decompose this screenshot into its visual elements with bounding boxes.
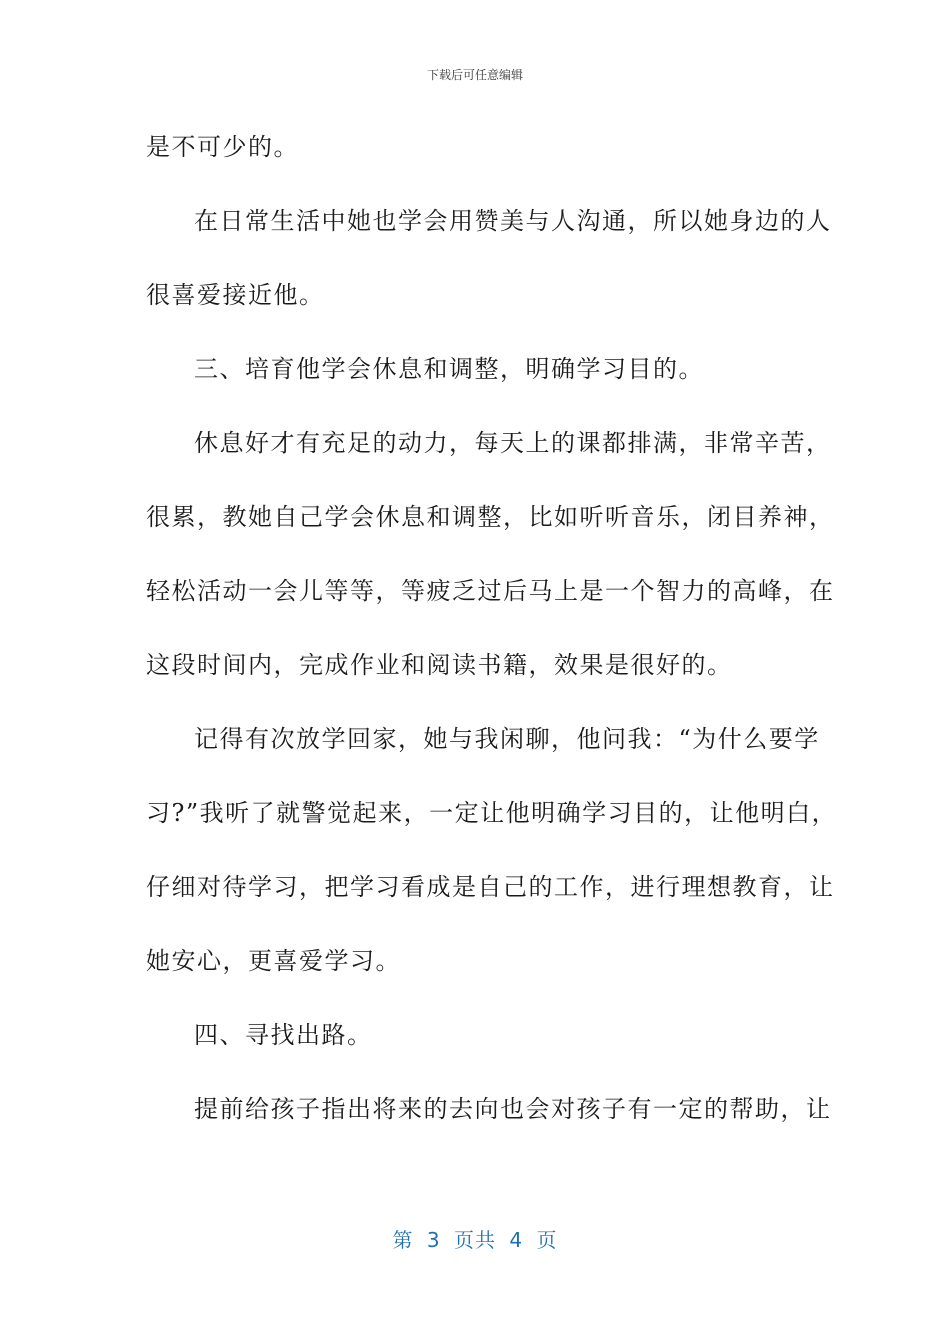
text-line-5: 休息好才有充足的动力，每天上的课都排满，非常辛苦， [194, 429, 832, 457]
text-line-11: 仔细对待学习，把学习看成是自己的工作，进行理想教育，让 [146, 873, 835, 901]
footer-middle: 页共 [454, 1228, 496, 1252]
text-line-9: 记得有次放学回家，她与我闲聊，他问我：“为什么要学 [194, 725, 820, 753]
text-line-6: 很累，教她自己学会休息和调整，比如听听音乐，闭目养神， [146, 503, 835, 531]
footer-total-pages: 4 [509, 1228, 524, 1252]
text-line-8: 这段时间内，完成作业和阅读书籍，效果是很好的。 [146, 651, 733, 679]
section-heading-3: 三、培育他学会休息和调整，明确学习目的。 [194, 355, 704, 383]
document-body [146, 110, 838, 1146]
footer-prefix: 第 [392, 1228, 414, 1252]
footer-suffix: 页 [536, 1228, 558, 1252]
text-line-2: 在日常生活中她也学会用赞美与人沟通，所以她身边的人 [194, 207, 832, 235]
page-number-footer [0, 1224, 950, 1253]
footer-current-page: 3 [426, 1228, 441, 1252]
text-line-10: 习?”我听了就警觉起来，一定让他明确学习目的，让他明白， [146, 799, 838, 827]
text-line-7: 轻松活动一会儿等等，等疲乏过后马上是一个智力的高峰，在 [146, 577, 835, 605]
section-heading-4: 四、寻找出路。 [194, 1021, 373, 1049]
text-line-3: 很喜爱接近他。 [146, 281, 325, 309]
text-line-1: 是不可少的。 [146, 133, 299, 161]
text-line-12: 她安心，更喜爱学习。 [146, 947, 401, 975]
text-line-14: 提前给孩子指出将来的去向也会对孩子有一定的帮助，让 [194, 1095, 832, 1123]
page-header-note: 下载后可任意编辑 [426, 68, 523, 82]
